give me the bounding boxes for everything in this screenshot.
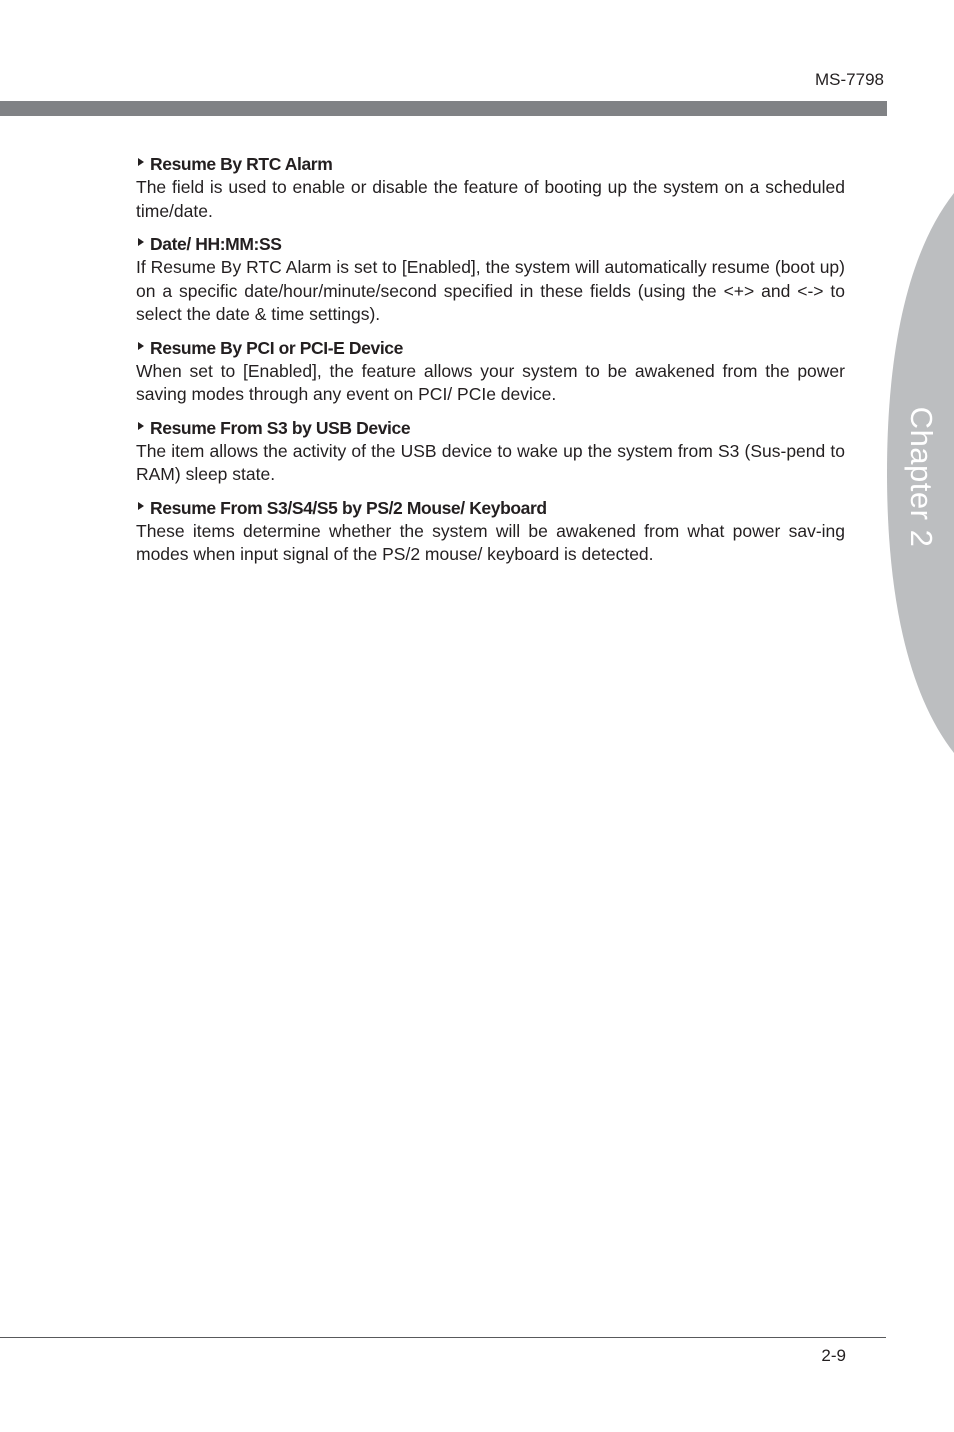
section-resume-rtc <box>136 152 845 223</box>
section-resume-usb <box>136 416 845 487</box>
section-title: Resume By PCI or PCI-E Device <box>150 337 403 358</box>
section-title: Resume From S3/S4/S5 by PS/2 Mouse/ Keyboard <box>150 497 547 518</box>
section-resume-pci <box>136 336 845 407</box>
chapter-label: Chapter 2 <box>904 406 939 548</box>
content-area <box>136 152 845 576</box>
bullet-arrow-icon <box>138 502 144 510</box>
header-bar <box>0 101 887 116</box>
bullet-arrow-icon <box>138 238 144 246</box>
bullet-arrow-icon <box>138 158 144 166</box>
section-description: If Resume By RTC Alarm is set to [Enabled], the system will automatically resume (boot up) on a specific date/hour/minute/second specified in these fields (using the <+> and <-> to select the date & time settings). <box>136 257 845 324</box>
section-resume-ps2 <box>136 496 845 567</box>
section-description: When set to [Enabled], the feature allows your system to be awakened from the power saving modes through any event on PCI/ PCIe device. <box>136 360 845 404</box>
section-title: Date/ HH:MM:SS <box>150 234 282 254</box>
section-description: These items determine whether the system will be awakened from what power sav-ing modes when input signal of the PS/2 mouse/ keyboard is detected. <box>136 520 845 564</box>
model-number: MS-7798 <box>815 70 884 89</box>
bullet-arrow-icon <box>138 342 144 350</box>
bullet-arrow-icon <box>138 422 144 430</box>
footer-rule <box>0 1337 886 1338</box>
page-number: 2-9 <box>821 1346 846 1365</box>
section-date-time <box>136 232 845 327</box>
section-title: Resume From S3 by USB Device <box>150 417 411 438</box>
section-description: The field is used to enable or disable the feature of booting up the system on a scheduled time/date. <box>136 177 845 221</box>
section-title: Resume By RTC Alarm <box>150 154 333 174</box>
section-description: The item allows the activity of the USB device to wake up the system from S3 (Sus-pend to RAM) sleep state. <box>136 440 845 484</box>
